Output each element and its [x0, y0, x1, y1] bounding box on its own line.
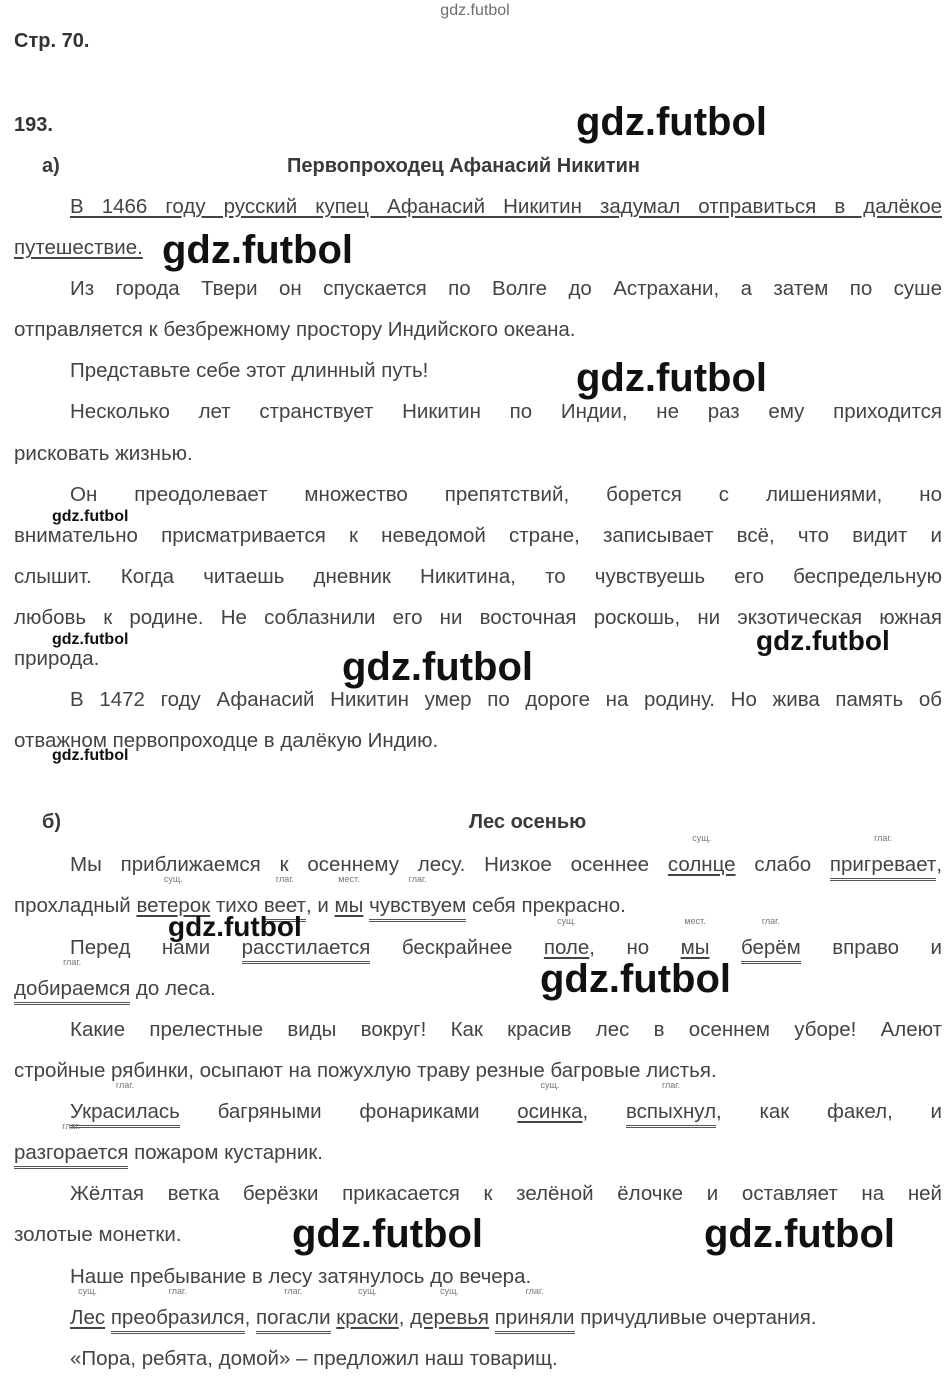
pos-label: сущ. — [358, 1286, 377, 1296]
part-b-line-2: прохладный сущ. ветерок тихо глаг. веет, и мест. мы глаг. чувствуем себя прекрасно. — [14, 893, 942, 922]
part-a-line-13: В 1472 году Афанасий Никитин умер по дороге на родину. Но жива память об — [70, 688, 942, 711]
pos-label: сущ. — [440, 1286, 460, 1296]
part-b-line-1: Мы приближаемся к осеннему лесу. Низкое осеннее сущ. солнце слабо глаг. пригревает, — [70, 852, 942, 881]
part-b-line-6: стройные рябинки, осыпают на пожухлую траву резные багровые листья. — [14, 1059, 717, 1082]
pos-label: мест. — [338, 874, 360, 884]
part-b-line-13: «Пора, ребята, домой» – предложил наш товарищ. — [70, 1347, 558, 1370]
pos-label: глаг. — [408, 874, 427, 884]
watermark: gdz.futbol — [162, 228, 354, 272]
word-predicate: глаг. берём — [741, 935, 801, 964]
word-predicate: глаг. Украсилась — [70, 1099, 180, 1128]
word-subject: сущ. деревья — [410, 1286, 489, 1329]
watermark: gdz.futbol — [292, 1212, 484, 1256]
pos-label: глаг. — [275, 874, 294, 884]
pos-label: глаг. — [661, 1080, 680, 1090]
word-subject: мест. мы — [680, 916, 710, 959]
part-b-line-10: золотые монетки. — [14, 1223, 182, 1246]
part-a-line-1: В 1466 году русский купец Афанасий Никитин задумал отправиться в далёкое — [70, 195, 942, 218]
word-predicate: глаг. приняли — [495, 1305, 575, 1334]
part-a-line-10: слышит. Когда читаешь дневник Никитина, то чувствуешь его беспредельную — [14, 565, 942, 588]
part-a-line-14: отважном первопроходце в далёкую Индию. — [14, 729, 439, 752]
pos-label: глаг. — [168, 1286, 187, 1296]
word-subject: мест. мы — [334, 874, 364, 917]
watermark: gdz.futbol — [576, 356, 768, 400]
part-a-line-9: внимательно присматривается к неведомой стране, записывает всё, что видит и — [14, 524, 942, 547]
part-a-line-11: любовь к родине. Не соблазнили его ни восточная роскошь, ни экзотическая южная — [14, 606, 942, 629]
pos-label: глаг. — [874, 833, 893, 843]
pos-label: глаг. — [284, 1286, 303, 1296]
part-b-line-7: глаг. Украсилась багряными фонариками сущ. осинка, глаг. вспыхнул, как факел, и — [70, 1099, 942, 1128]
word-subject: сущ. солнце — [667, 833, 736, 876]
word-predicate: глаг. разгорается — [14, 1140, 128, 1169]
watermark: gdz.futbol — [342, 645, 534, 689]
part-b-title: Лес осенью — [469, 811, 587, 833]
part-a-line-6: Несколько лет странствует Никитин по Индии, не раз ему приходится — [70, 400, 942, 423]
pos-label: сущ. — [540, 1080, 560, 1090]
pos-label: сущ. — [692, 833, 712, 843]
pos-label: сущ. — [163, 874, 183, 884]
part-a-line-7: рисковать жизнью. — [14, 442, 193, 465]
part-a-line-2: путешествие. — [14, 236, 143, 259]
pos-label: сущ. — [557, 916, 577, 926]
part-b-line-4: глаг. добираемся до леса. — [14, 976, 942, 1005]
top-watermark: gdz.futbol — [440, 2, 510, 19]
part-a-line-12: природа. — [14, 647, 100, 670]
page-number: Стр. 70. — [14, 30, 90, 52]
word-predicate: глаг. вспыхнул — [626, 1099, 716, 1128]
pos-label: сущ. — [78, 1286, 97, 1296]
part-b-line-11: Наше пребывание в лесу затянулось до вечера. — [70, 1265, 532, 1288]
word-subject: сущ. поле — [543, 916, 590, 959]
word-subject: сущ. осинка — [517, 1080, 583, 1123]
watermark: gdz.futbol — [576, 100, 768, 144]
watermark: gdz.futbol — [52, 631, 129, 648]
word-predicate: глаг. преобразился — [111, 1305, 245, 1334]
watermark: gdz.futbol — [756, 625, 890, 656]
part-b-label: б) — [42, 811, 62, 833]
part-b-line-8: глаг. разгорается пожаром кустарник. — [14, 1140, 942, 1169]
pos-label: глаг. — [115, 1080, 134, 1090]
part-b-line-12: сущ. Лес глаг. преобразился, глаг. погасли сущ. краски, сущ. деревья глаг. приняли причудливые очертания. — [70, 1305, 942, 1334]
part-a-title: Первопроходец Афанасий Никитин — [287, 155, 640, 177]
word-subject: сущ. Лес — [70, 1286, 106, 1329]
part-a-line-5: Представьте себе этот длинный путь! — [70, 359, 429, 382]
word-predicate: расстилается — [242, 935, 371, 964]
part-b-line-9: Жёлтая ветка берёзки прикасается к зелёной ёлочке и оставляет на ней — [70, 1182, 942, 1205]
word-predicate: глаг. пригревает — [830, 852, 936, 881]
part-a-line-3: Из города Твери он спускается по Волге до Астрахани, а затем по суше — [70, 277, 942, 300]
pos-label: глаг. — [525, 1286, 544, 1296]
word-predicate: глаг. веет — [264, 893, 306, 922]
word-subject: сущ. ветерок — [136, 874, 211, 917]
exercise-number: 193. — [14, 114, 53, 136]
watermark: gdz.futbol — [52, 747, 129, 764]
part-a-label: а) — [42, 155, 60, 177]
part-b-line-5: Какие прелестные виды вокруг! Как красив лес в осеннем уборе! Алеют — [70, 1018, 942, 1041]
word-predicate: глаг. чувствуем — [369, 893, 466, 922]
word-subject: сущ. краски — [336, 1286, 399, 1329]
pos-label: глаг. — [761, 916, 780, 926]
watermark: gdz.futbol — [168, 911, 302, 942]
part-b-line-3: Перед нами расстилается бескрайнее сущ. поле, но мест. мы глаг. берём вправо и — [70, 935, 942, 964]
word-predicate: глаг. погасли — [256, 1305, 331, 1334]
watermark: gdz.futbol — [540, 957, 732, 1001]
pos-label: мест. — [684, 916, 706, 926]
part-a-line-4: отправляется к безбрежному простору Индийского океана. — [14, 318, 576, 341]
watermark: gdz.futbol — [52, 508, 129, 525]
word-predicate: глаг. добираемся — [14, 976, 130, 1005]
part-a-line-8: Он преодолевает множество препятствий, борется с лишениями, но — [70, 483, 942, 506]
watermark: gdz.futbol — [704, 1212, 896, 1256]
pos-label: глаг. — [63, 957, 82, 967]
pos-label: глаг. — [62, 1121, 81, 1131]
